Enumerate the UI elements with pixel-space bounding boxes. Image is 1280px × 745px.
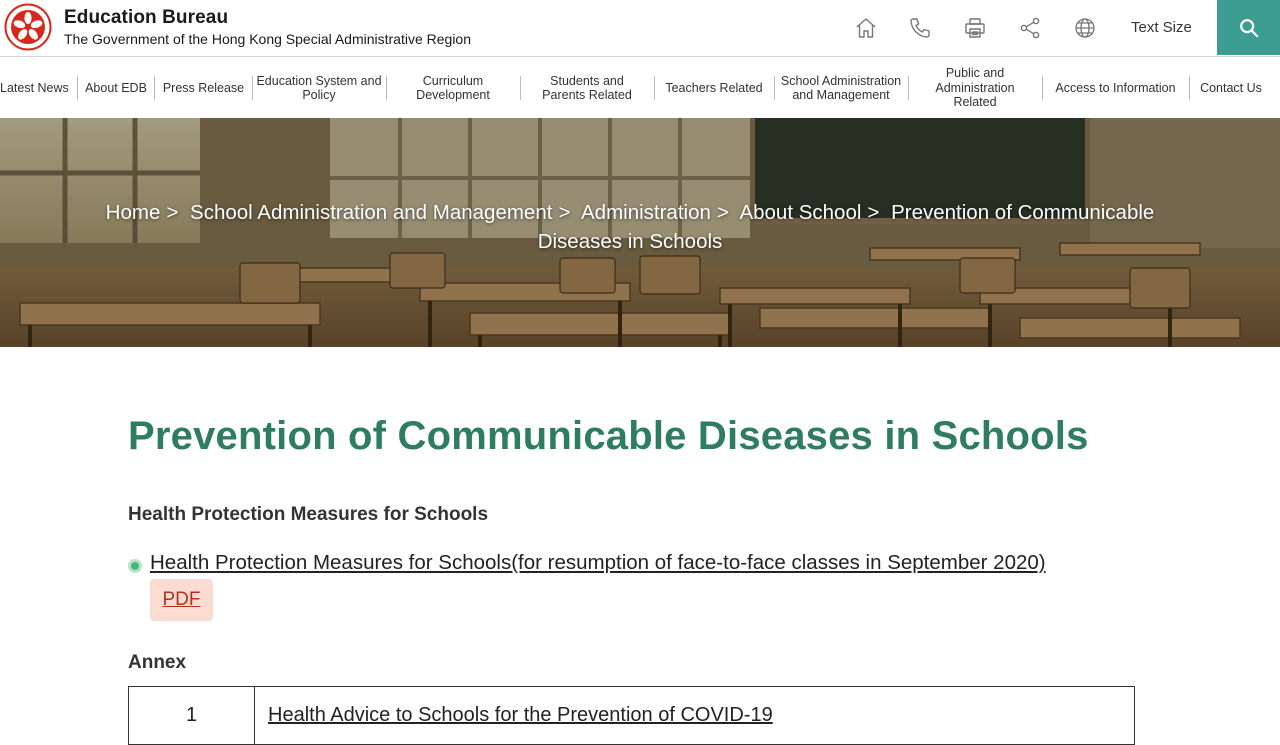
printer-icon[interactable]	[961, 14, 989, 42]
nav-divider	[520, 76, 521, 100]
bullet-dot-icon	[128, 559, 142, 573]
table-row	[129, 687, 1135, 745]
text-size-button[interactable]: Text Size	[1131, 19, 1192, 36]
nav-contact-us[interactable]: Contact Us	[1200, 80, 1262, 95]
annex-row-title-cell	[255, 687, 1135, 745]
nav-access-to-information[interactable]: Access to Information	[1055, 80, 1176, 95]
site-header	[0, 0, 1280, 57]
breadcrumb-administration[interactable]: Administration	[581, 201, 711, 224]
annex-row-link[interactable]: Health Advice to Schools for the Prevention of COVID-19	[268, 704, 773, 726]
nav-divider	[774, 76, 775, 100]
nav-school-administration-and-management[interactable]: School Administration and Management	[780, 73, 902, 102]
nav-education-system-and-policy[interactable]: Education System and Policy	[256, 73, 382, 102]
site-title[interactable]: Education Bureau	[64, 7, 229, 28]
nav-divider	[1042, 76, 1043, 100]
hero-banner	[0, 118, 1280, 347]
annex-table	[128, 686, 1135, 745]
breadcrumb-home[interactable]: Home	[105, 201, 161, 224]
hksar-emblem-icon[interactable]	[4, 3, 52, 51]
main-navigation	[0, 58, 1280, 118]
nav-divider	[154, 76, 155, 100]
nav-divider	[252, 76, 253, 100]
nav-about-edb[interactable]: About EDB	[85, 80, 147, 95]
nav-divider	[908, 76, 909, 100]
globe-icon[interactable]	[1071, 14, 1099, 42]
nav-divider	[386, 76, 387, 100]
nav-divider	[1189, 76, 1190, 100]
nav-divider	[654, 76, 655, 100]
nav-students-and-parents-related[interactable]: Students and Parents Related	[542, 73, 632, 102]
annex-heading: Annex	[128, 652, 187, 673]
breadcrumb-chevron-icon: >	[867, 201, 880, 224]
nav-teachers-related[interactable]: Teachers Related	[665, 80, 763, 95]
breadcrumb-about-school[interactable]: About School	[739, 201, 862, 224]
share-icon[interactable]	[1016, 14, 1044, 42]
phone-icon[interactable]	[906, 14, 934, 42]
breadcrumb-school-administration[interactable]: School Administration and Management	[190, 201, 553, 224]
breadcrumb-current-page: Prevention of Communicable Diseases in Schools	[537, 201, 1155, 253]
nav-curriculum-development[interactable]: Curriculum Development	[416, 73, 490, 102]
nav-latest-news[interactable]: Latest News	[0, 80, 69, 95]
breadcrumb	[80, 198, 1180, 256]
breadcrumb-chevron-icon: >	[716, 201, 729, 224]
pdf-download-button[interactable]: PDF	[150, 579, 213, 621]
nav-divider	[77, 76, 78, 100]
search-button[interactable]	[1217, 0, 1280, 55]
page-title: Prevention of Communicable Diseases in Schools	[128, 414, 1089, 458]
site-subtitle: The Government of the Hong Kong Special Administrative Region	[64, 31, 472, 47]
nav-public-and-administration-related[interactable]: Public and Administration Related	[935, 66, 1015, 110]
section-heading: Health Protection Measures for Schools	[128, 504, 489, 525]
breadcrumb-chevron-icon: >	[166, 201, 179, 224]
breadcrumb-chevron-icon: >	[558, 201, 571, 224]
annex-row-number: 1	[129, 687, 255, 745]
health-protection-measures-link[interactable]: Health Protection Measures for Schools(for resumption of face-to-face classes in September 2020)	[150, 551, 1046, 574]
home-icon[interactable]	[852, 14, 880, 42]
search-icon	[1238, 17, 1260, 39]
nav-press-release[interactable]: Press Release	[162, 80, 245, 95]
